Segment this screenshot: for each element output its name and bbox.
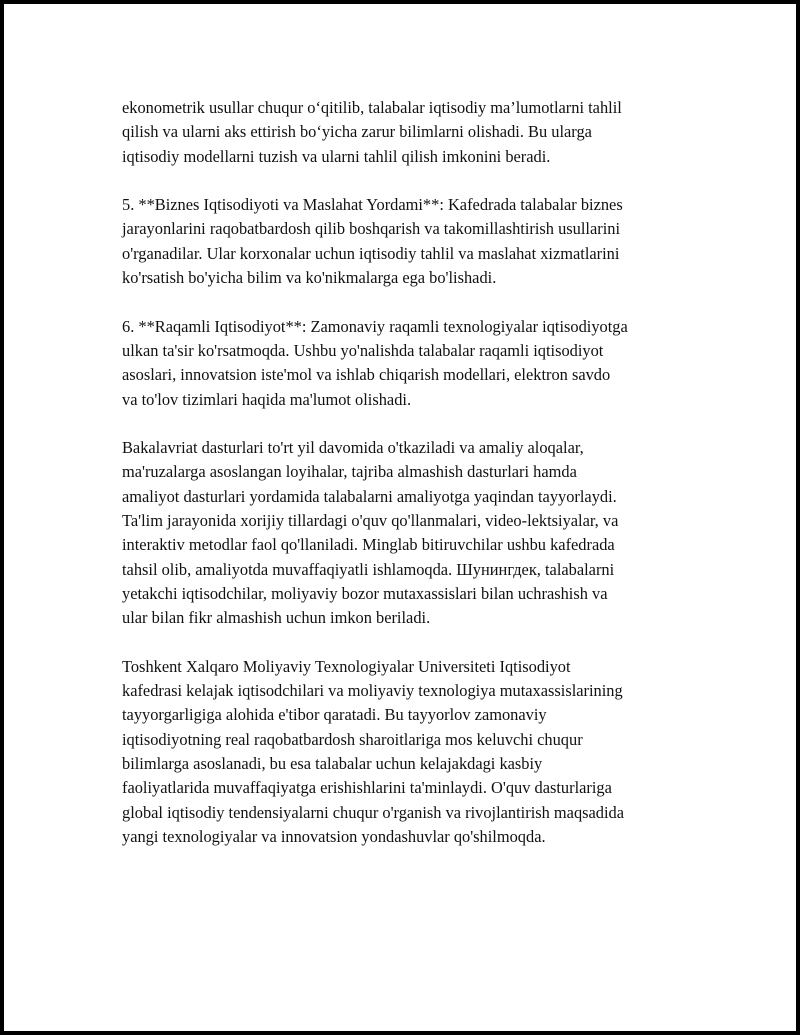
paragraph-business-economics	[122, 193, 702, 290]
paragraph-university-department	[122, 655, 702, 849]
document-body	[122, 96, 702, 874]
text-line: asoslari, innovatsion iste'mol va ishlab chiqarish modellari, elektron savdo	[122, 365, 611, 385]
paragraph-bachelor-programs	[122, 436, 702, 630]
text-line: ko'rsatish bo'yicha bilim va ko'nikmalarga ega bo'lishadi.	[122, 268, 497, 288]
text-line: ma'ruzalarga asoslangan loyihalar, tajriba almashish dasturlari hamda	[122, 462, 577, 482]
text-line: 6. **Raqamli Iqtisodiyot**: Zamonaviy raqamli texnologiyalar iqtisodiyotga	[122, 316, 628, 336]
text-line: faoliyatlarida muvaffaqiyatga erishishlarini ta'minlaydi. O'quv dasturlariga	[122, 778, 612, 798]
text-line: bilimlarga asoslanadi, bu esa talabalar uchun kelajakdagi kasbiy	[122, 754, 543, 774]
text-line: ulkan ta'sir ko'rsatmoqda. Ushbu yo'nalishda talabalar raqamli iqtisodiyot	[122, 340, 604, 360]
text-line: qilish va ularni aks ettirish bo‘yicha zarur bilimlarni olishadi. Bu ularga	[122, 122, 592, 142]
text-line: yetakchi iqtisodchilar, moliyaviy bozor mutaxassislari bilan uchrashish va	[122, 583, 608, 603]
text-line: iqtisodiy modellarni tuzish va ularni tahlil qilish imkonini beradi.	[122, 146, 551, 166]
text-line: 5. **Biznes Iqtisodiyoti va Maslahat Yordami**: Kafedrada talabalar biznes	[122, 195, 623, 215]
text-line: global iqtisodiy tendensiyalarni chuqur o'rganish va rivojlantirish maqsadida	[122, 802, 625, 822]
paragraph-econometrics	[122, 96, 702, 169]
text-line: ekonometrik usullar chuqur o‘qitilib, talabalar iqtisodiy ma’lumotlarni tahlil	[122, 98, 622, 117]
text-line: iqtisodiyotning real raqobatbardosh sharoitlariga mos keluvchi chuqur	[122, 729, 583, 749]
text-line: kafedrasi kelajak iqtisodchilari va moliyaviy texnologiya mutaxassislarining	[122, 681, 623, 701]
paragraph-digital-economy	[122, 315, 702, 412]
text-line: va to'lov tizimlari haqida ma'lumot olishadi.	[122, 389, 412, 409]
text-line: Toshkent Xalqaro Moliyaviy Texnologiyalar Universiteti Iqtisodiyot	[122, 656, 571, 676]
text-line: Ta'lim jarayonida xorijiy tillardagi o'quv qo'llanmalari, video-lektsiyalar, va	[122, 511, 619, 531]
text-line: yangi texnologiyalar va innovatsion yondashuvlar qo'shilmoqda.	[122, 826, 546, 846]
text-line: amaliyot dasturlari yordamida talabalarni amaliyotga yaqindan tayyorlaydi.	[122, 486, 617, 506]
text-line: interaktiv metodlar faol qo'llaniladi. Minglab bitiruvchilar ushbu kafedrada	[122, 535, 615, 555]
text-line: tayyorgarligiga alohida e'tibor qaratadi. Bu tayyorlov zamonaviy	[122, 705, 547, 725]
text-line: tahsil olib, amaliyotda muvaffaqiyatli ishlamoqda. Шунингдек, talabalarni	[122, 559, 615, 579]
text-line: Bakalavriat dasturlari to'rt yil davomida o'tkaziladi va amaliy aloqalar,	[122, 438, 584, 458]
text-line: jarayonlarini raqobatbardosh qilib boshqarish va takomillashtirish usullarini	[122, 219, 620, 239]
text-line: o'rganadilar. Ular korxonalar uchun iqtisodiy tahlil va maslahat xizmatlarini	[122, 243, 620, 263]
text-line: ular bilan fikr almashish uchun imkon beriladi.	[122, 608, 431, 628]
